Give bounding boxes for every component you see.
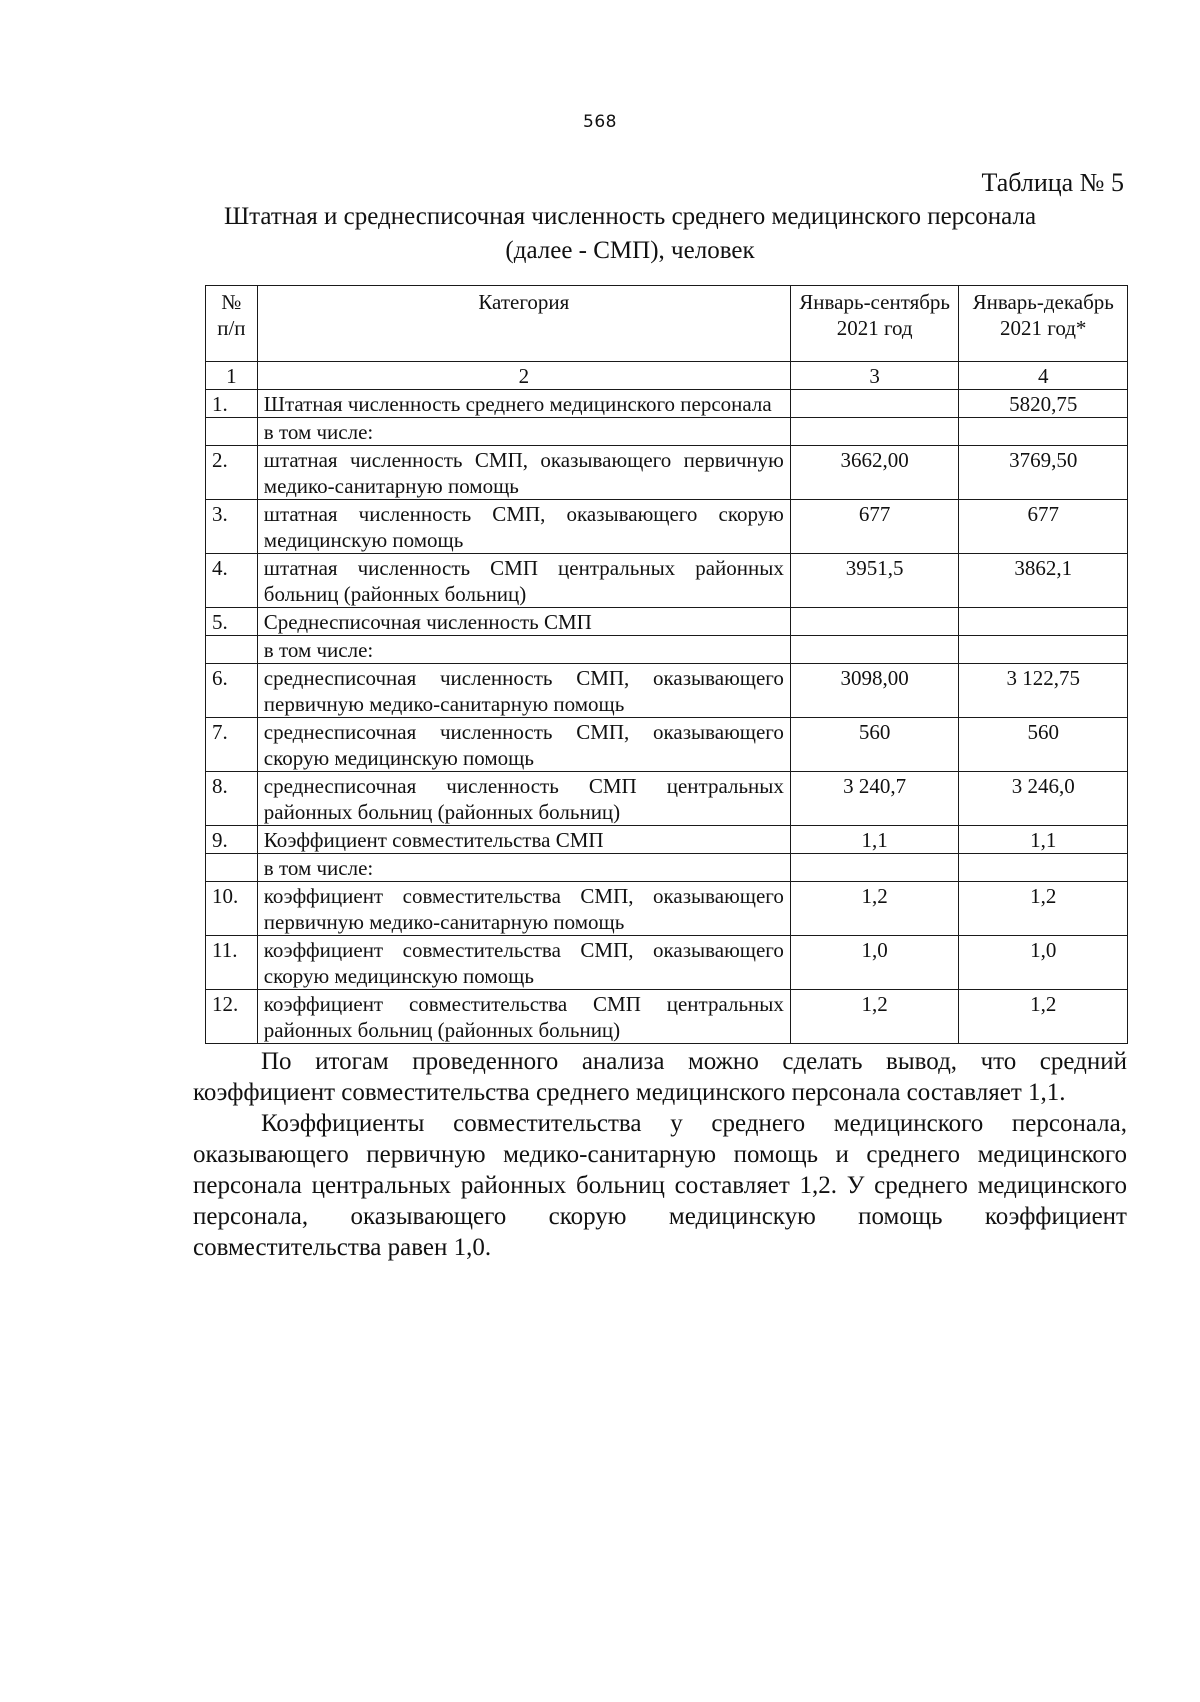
- column-number: 2: [257, 362, 790, 390]
- value-jan-dec-2021: 1,1: [959, 826, 1128, 854]
- value-jan-dec-2021: 1,2: [959, 990, 1128, 1044]
- value-jan-sep-2021: 3662,00: [790, 446, 959, 500]
- value-jan-sep-2021: 3 240,7: [790, 772, 959, 826]
- value-jan-dec-2021: [959, 608, 1128, 636]
- row-number: 8.: [206, 772, 258, 826]
- value-jan-dec-2021: [959, 854, 1128, 882]
- value-jan-dec-2021: 5820,75: [959, 390, 1128, 418]
- value-jan-dec-2021: [959, 418, 1128, 446]
- row-category: Коэффициент совместительства СМП: [257, 826, 790, 854]
- page-number: 568: [583, 112, 617, 132]
- row-category: в том числе:: [257, 854, 790, 882]
- table-row: [206, 636, 1128, 664]
- row-number: [206, 854, 258, 882]
- row-category: штатная численность СМП, оказывающего скорую медицинскую помощь: [257, 500, 790, 554]
- table-row: [206, 446, 1128, 500]
- value-jan-sep-2021: 3951,5: [790, 554, 959, 608]
- value-jan-sep-2021: [790, 418, 959, 446]
- table-row: [206, 418, 1128, 446]
- table-row: [206, 936, 1128, 990]
- value-jan-sep-2021: 3098,00: [790, 664, 959, 718]
- header-num: № п/п: [206, 286, 258, 362]
- row-category: Штатная численность среднего медицинского персонала: [257, 390, 790, 418]
- table-row: [206, 390, 1128, 418]
- column-number: 3: [790, 362, 959, 390]
- value-jan-sep-2021: [790, 854, 959, 882]
- row-category: штатная численность СМП центральных районных больниц (районных больниц): [257, 554, 790, 608]
- table-label: Таблица № 5: [981, 168, 1124, 197]
- table-row: [206, 826, 1128, 854]
- row-number: 4.: [206, 554, 258, 608]
- header-category: Категория: [257, 286, 790, 362]
- row-number: 2.: [206, 446, 258, 500]
- value-jan-sep-2021: 1,0: [790, 936, 959, 990]
- row-number: [206, 636, 258, 664]
- table-row: [206, 608, 1128, 636]
- column-number-row: [206, 362, 1128, 390]
- table-caption: Штатная и среднесписочная численность среднего медицинского персонала (далее - СМП), человек: [223, 203, 1037, 264]
- conclusion-paragraph-1: По итогам проведенного анализа можно сделать вывод, что средний коэффициент совместительства среднего медицинского персонала составляет 1,1.: [193, 1048, 1127, 1106]
- value-jan-sep-2021: [790, 390, 959, 418]
- row-category: Среднесписочная численность СМП: [257, 608, 790, 636]
- row-number: 11.: [206, 936, 258, 990]
- value-jan-dec-2021: 1,2: [959, 882, 1128, 936]
- value-jan-sep-2021: [790, 636, 959, 664]
- row-category: среднесписочная численность СМП центральных районных больниц (районных больниц): [257, 772, 790, 826]
- value-jan-sep-2021: 1,2: [790, 990, 959, 1044]
- table-row: [206, 500, 1128, 554]
- value-jan-sep-2021: 677: [790, 500, 959, 554]
- table-body: [206, 286, 1128, 1044]
- value-jan-dec-2021: 3 122,75: [959, 664, 1128, 718]
- header-col3: Январь-сентябрь 2021 год: [790, 286, 959, 362]
- conclusion-text: [193, 1046, 1127, 1263]
- table-row: [206, 854, 1128, 882]
- value-jan-sep-2021: 1,1: [790, 826, 959, 854]
- table-row: [206, 772, 1128, 826]
- row-number: 12.: [206, 990, 258, 1044]
- table-row: [206, 882, 1128, 936]
- table-row: [206, 718, 1128, 772]
- row-category: в том числе:: [257, 636, 790, 664]
- row-number: 6.: [206, 664, 258, 718]
- value-jan-dec-2021: 3 246,0: [959, 772, 1128, 826]
- value-jan-dec-2021: 3769,50: [959, 446, 1128, 500]
- value-jan-sep-2021: 1,2: [790, 882, 959, 936]
- row-category: штатная численность СМП, оказывающего первичную медико-санитарную помощь: [257, 446, 790, 500]
- row-category: в том числе:: [257, 418, 790, 446]
- row-number: 3.: [206, 500, 258, 554]
- row-category: коэффициент совместительства СМП центральных районных больниц (районных больниц): [257, 990, 790, 1044]
- staffing-table: [205, 285, 1128, 1044]
- value-jan-dec-2021: 677: [959, 500, 1128, 554]
- table-header-row: [206, 286, 1128, 362]
- row-number: 7.: [206, 718, 258, 772]
- row-number: 1.: [206, 390, 258, 418]
- column-number: 1: [206, 362, 258, 390]
- table-row: [206, 664, 1128, 718]
- row-category: коэффициент совместительства СМП, оказывающего скорую медицинскую помощь: [257, 936, 790, 990]
- row-number: 10.: [206, 882, 258, 936]
- row-category: коэффициент совместительства СМП, оказывающего первичную медико-санитарную помощь: [257, 882, 790, 936]
- value-jan-sep-2021: 560: [790, 718, 959, 772]
- header-col4: Январь-декабрь 2021 год*: [959, 286, 1128, 362]
- row-number: [206, 418, 258, 446]
- table-row: [206, 554, 1128, 608]
- column-number: 4: [959, 362, 1128, 390]
- row-number: 5.: [206, 608, 258, 636]
- value-jan-dec-2021: 3862,1: [959, 554, 1128, 608]
- value-jan-dec-2021: 1,0: [959, 936, 1128, 990]
- table-row: [206, 990, 1128, 1044]
- value-jan-sep-2021: [790, 608, 959, 636]
- conclusion-paragraph-2: Коэффициенты совместительства у среднего медицинского персонала, оказывающего первичную медико-санитарную помощь и среднего медицинского персонала центральных районных больниц составляет 1,2. У среднего медицинского персонала, оказывающего скорую медицинскую помощь коэффициент совместительства равен 1,0.: [193, 1110, 1127, 1261]
- value-jan-dec-2021: 560: [959, 718, 1128, 772]
- row-category: среднесписочная численность СМП, оказывающего скорую медицинскую помощь: [257, 718, 790, 772]
- row-category: среднесписочная численность СМП, оказывающего первичную медико-санитарную помощь: [257, 664, 790, 718]
- row-number: 9.: [206, 826, 258, 854]
- value-jan-dec-2021: [959, 636, 1128, 664]
